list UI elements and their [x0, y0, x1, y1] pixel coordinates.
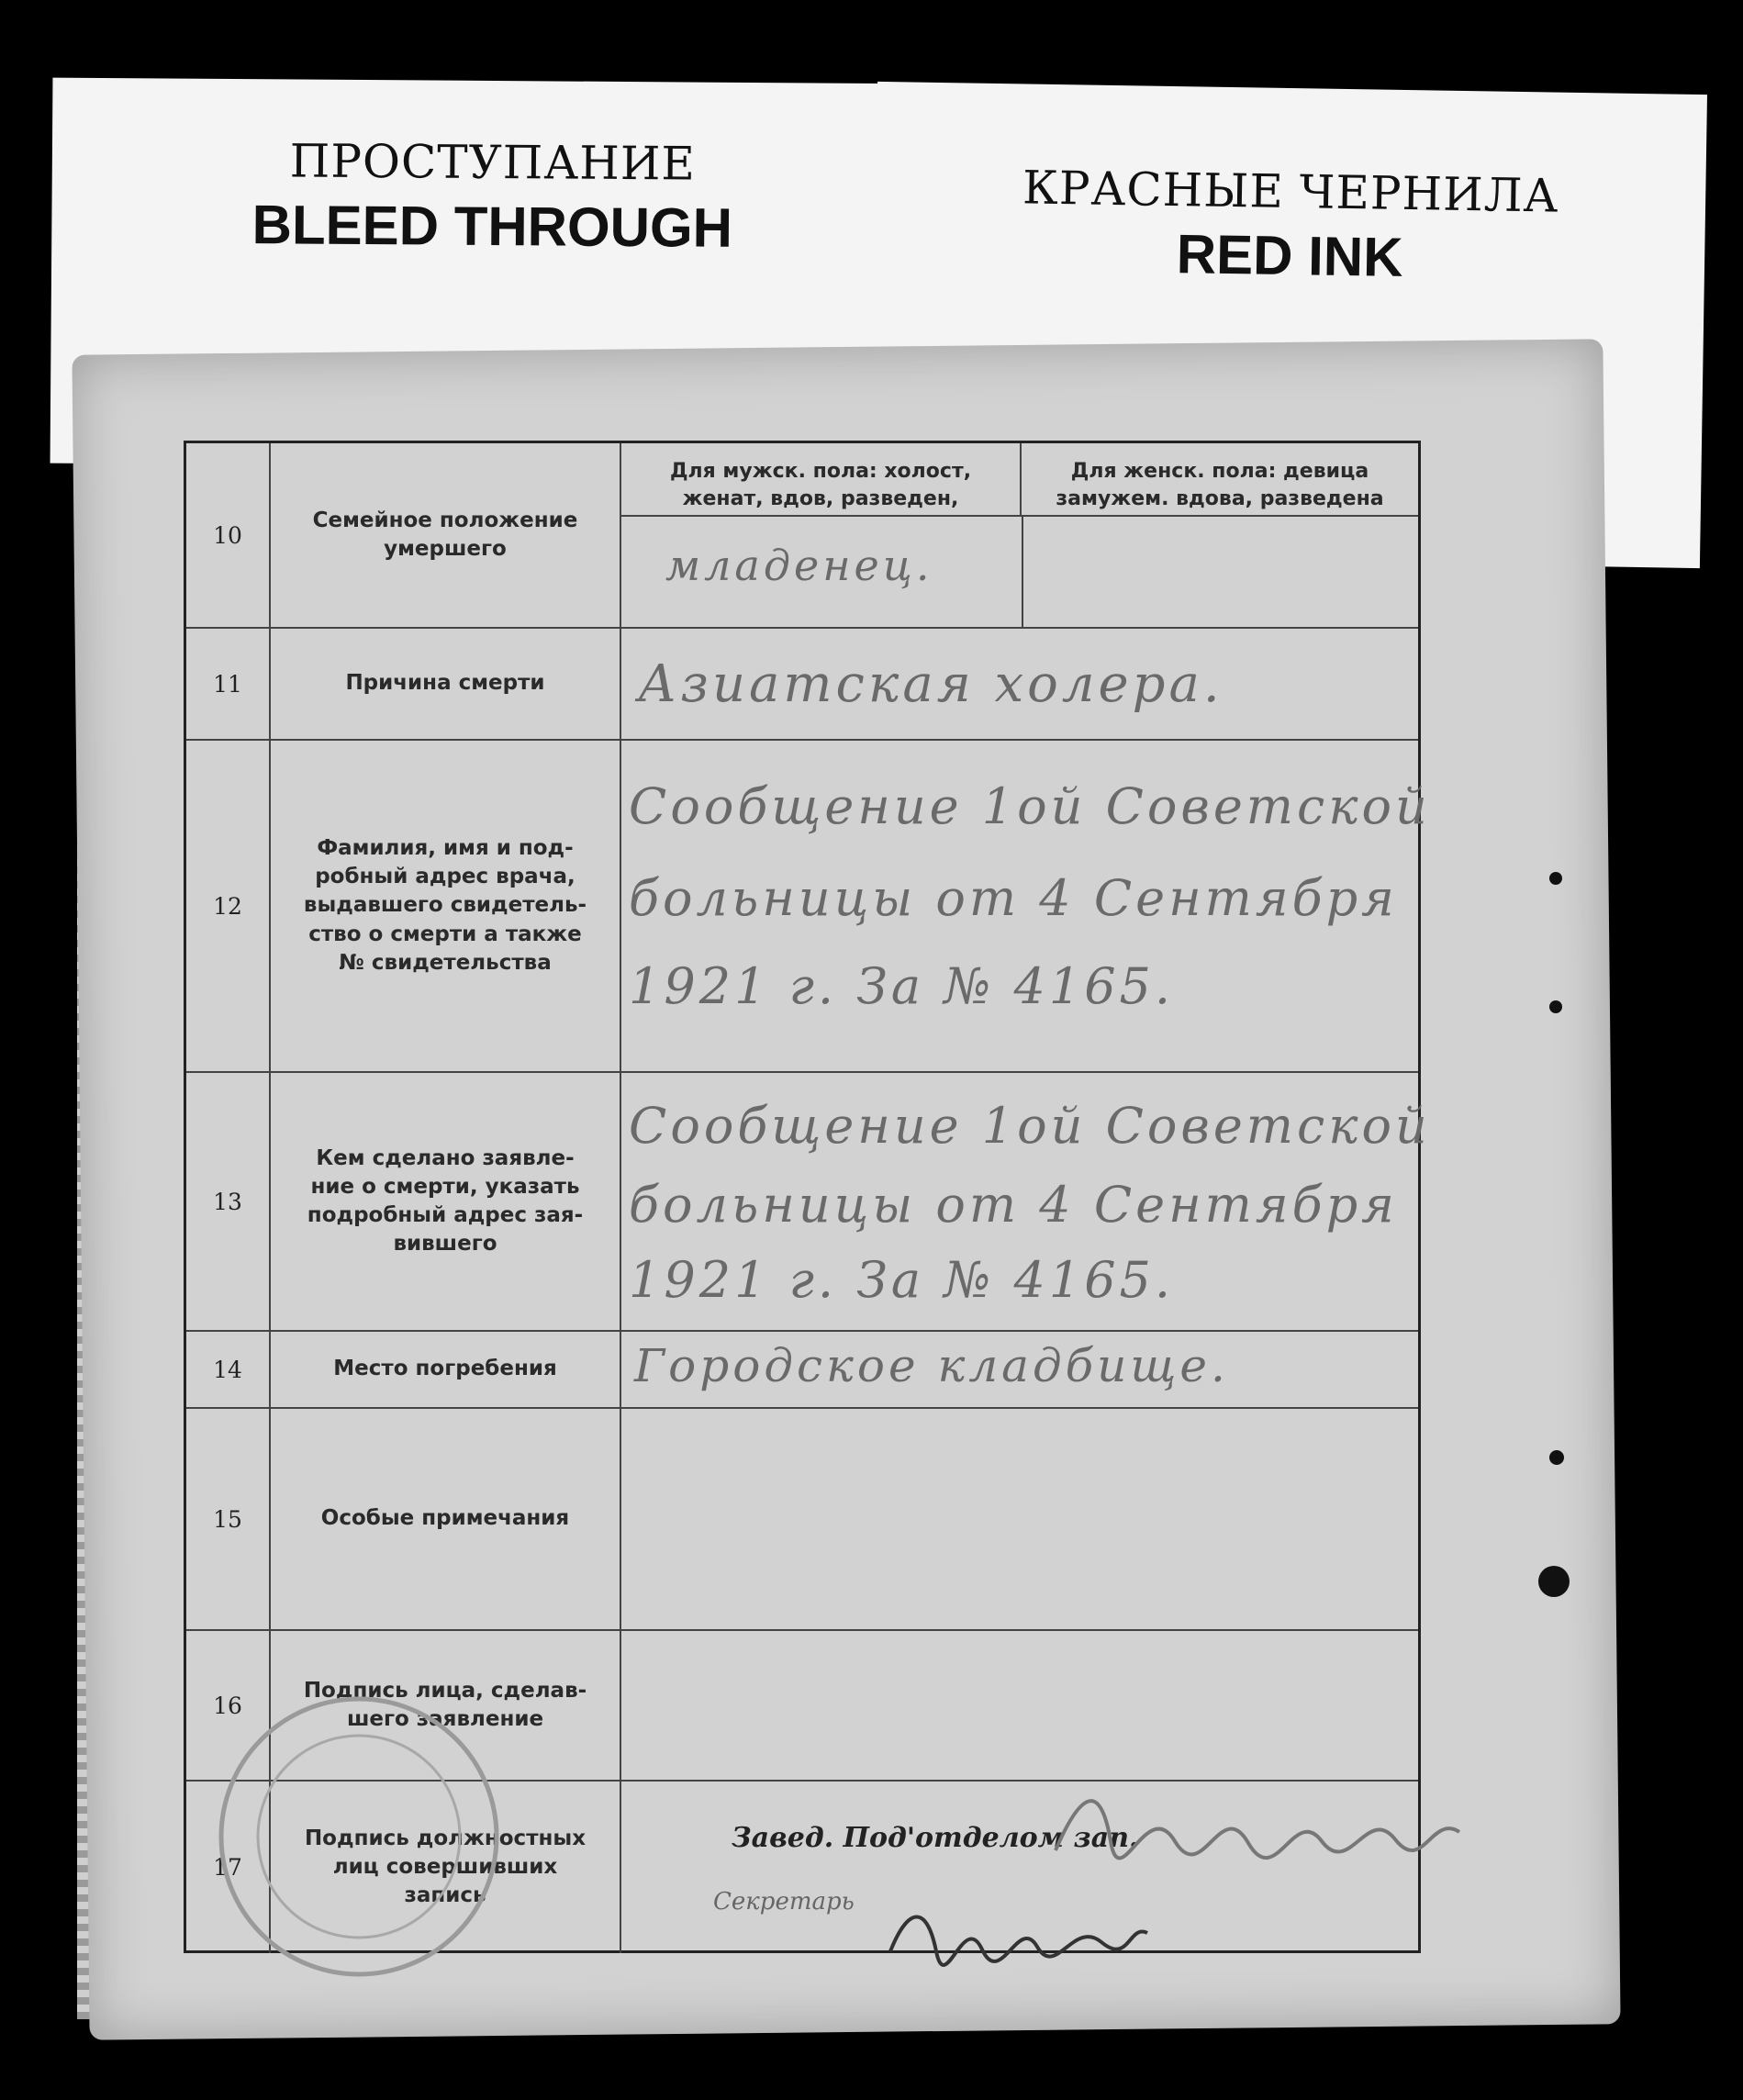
row-number: 13	[186, 1073, 271, 1330]
row-11-cause-of-death	[186, 629, 1418, 741]
row-14-burial-place	[186, 1332, 1418, 1409]
binding-hole	[1549, 1000, 1562, 1013]
row-13-declarant	[186, 1073, 1431, 1332]
binding-hole	[1549, 1450, 1564, 1465]
field-label: Подпись лица, сделав- шего заявление	[271, 1631, 621, 1780]
row-10-marital-status	[186, 443, 1418, 629]
handwritten-line: Сообщение 1ой Советской	[629, 1097, 1431, 1155]
tag-title-en: RED INK	[1176, 223, 1404, 288]
row-12-doctor	[186, 741, 1431, 1073]
field-label: Место погребения	[271, 1332, 621, 1407]
handwritten-line: 1921 г. За № 4165.	[629, 1251, 1175, 1309]
field-label: Кем сделано заявле- ние о смерти, указать подробный адрес зая- вившего	[271, 1073, 621, 1330]
declarant-signature-cell	[621, 1631, 1418, 1780]
field-label: Подпись должностных лиц совершивших запись	[271, 1782, 621, 1953]
field-label: Причина смерти	[271, 629, 621, 739]
field-label: Фамилия, имя и под- робный адрес врача, выдавшего свидетель- ство о смерти а также № свидетельства	[271, 741, 621, 1071]
row-number: 14	[186, 1332, 271, 1407]
handwritten-marital-status: младенец.	[665, 541, 933, 590]
head-of-subdepartment-title: Завед. Под'отделом зап.	[732, 1822, 1139, 1854]
row-number: 17	[186, 1782, 271, 1953]
handwritten-line: больницы от 4 Сентября	[629, 869, 1398, 927]
row-number: 16	[186, 1631, 271, 1780]
head-signature	[1046, 1777, 1469, 1878]
field-label: Семейное положение умершего	[271, 443, 621, 627]
row-number: 15	[186, 1409, 271, 1629]
handwritten-cause-of-death: Азиатская холера.	[638, 654, 1223, 714]
female-options-header: Для женск. пола: девица замужем. вдова, разведена	[1022, 443, 1418, 517]
binding-hole	[1549, 872, 1562, 885]
declarant-cell	[621, 1073, 1431, 1330]
binding-hole	[1538, 1566, 1570, 1597]
official-stamp	[207, 1685, 510, 1988]
doctor-cell	[621, 741, 1431, 1071]
tag-title-ru: ПРОСТУПАНИЕ	[289, 134, 697, 191]
male-options-header: Для мужск. пола: холост, женат, вдов, разведен,	[621, 443, 1022, 517]
row-number: 11	[186, 629, 271, 739]
row-number: 10	[186, 443, 271, 627]
handwritten-burial-place: Городское кладбище.	[634, 1339, 1229, 1392]
handwritten-line: Сообщение 1ой Советской	[629, 777, 1431, 835]
cause-of-death-cell	[621, 629, 1418, 739]
burial-place-cell	[621, 1332, 1418, 1407]
handwritten-line: больницы от 4 Сентября	[629, 1176, 1398, 1234]
marital-status-value	[621, 443, 1418, 627]
row-15-notes	[186, 1409, 1418, 1631]
tag-title-ru: КРАСНЫЕ ЧЕРНИЛА	[1022, 161, 1559, 223]
row-number: 12	[186, 741, 271, 1071]
tag-title-en: BLEED THROUGH	[251, 194, 733, 259]
notes-cell	[621, 1409, 1418, 1629]
secretary-title: Секретарь	[713, 1888, 855, 1916]
field-label: Особые примечания	[271, 1409, 621, 1629]
secretary-signature	[881, 1896, 1156, 1970]
handwritten-line: 1921 г. За № 4165.	[629, 957, 1175, 1015]
